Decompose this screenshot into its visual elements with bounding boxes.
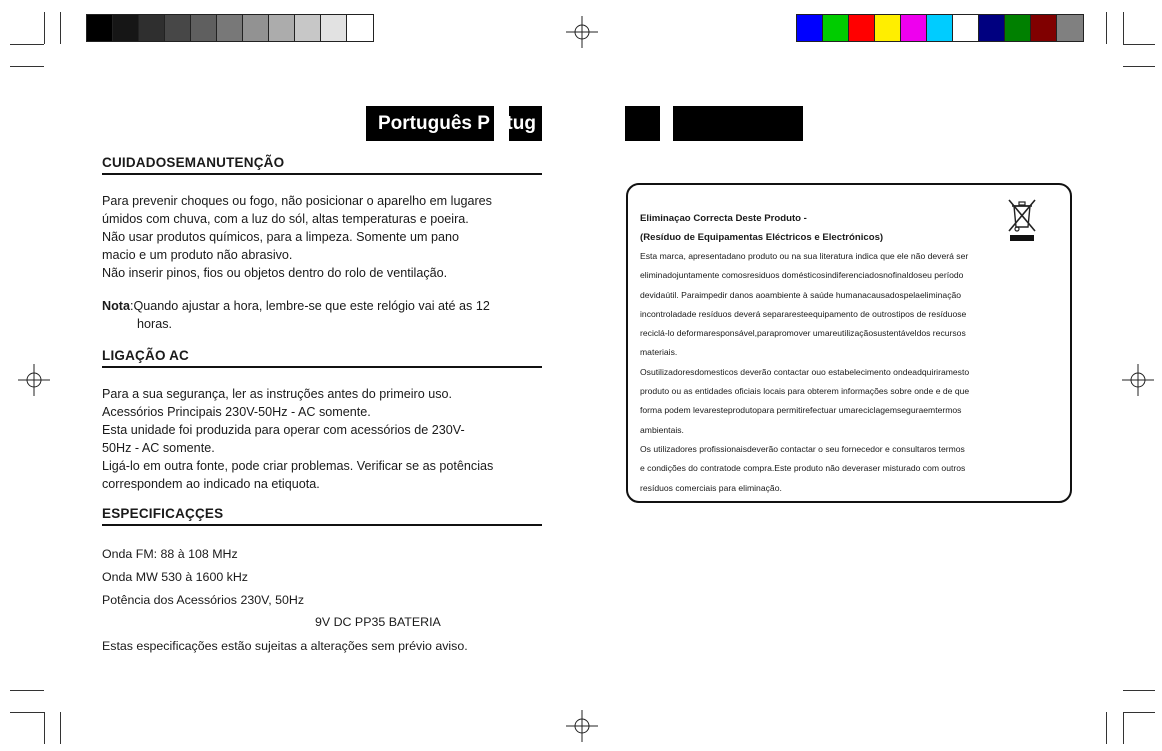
weee-line: Esta marca, apresentadano produto ou na sua literatura indica que ele não deverá ser [640,251,969,261]
color-swatch [1057,15,1083,41]
color-swatch [927,15,953,41]
weee-line: forma podem levaresteprodutopara permitirefectuar umareciclagemseguraemtermos [640,405,962,416]
weee-line: materiais. [640,347,678,358]
color-swatch [823,15,849,41]
care-note [102,297,542,333]
ac-section-title: LIGAÇÃO AC [102,348,542,368]
color-swatch [875,15,901,41]
care-line: Não inserir pinos, fios ou objetos dentro do rolo de ventilação. [102,266,448,280]
blank-tab-large [673,106,803,141]
color-swatch [797,15,823,41]
weee-line: eliminadojuntamente comosresiduos domésticosindiferenciadosnofinaldoseu período [640,270,964,281]
weee-line: ambientais. [640,424,684,435]
weee-line: incontroladade resíduos deverá separaresteequipamento de outrostipos de resíduose [640,308,967,319]
gray-swatch [269,15,295,41]
registration-mark-icon [1122,364,1154,396]
ac-line: 50Hz - AC somente. [102,441,215,455]
gray-swatch [321,15,347,41]
note-label: Nota [102,299,130,313]
weee-line: Osutilizadoresdomesticos deverão contactar ouo estabelecimento ondeadquiriramesto [640,366,970,377]
care-line: Não usar produtos químicos, para a limpeza. Somente um pano [102,230,460,244]
care-paragraph [102,192,542,282]
ac-line: Acessórios Principais 230V-50Hz - AC somente. [102,405,371,419]
color-swatch [953,15,979,41]
registration-mark-icon [566,16,598,48]
gray-swatch [139,15,165,41]
spec-battery: 9V DC PP35 BATERIA [315,615,441,629]
note-text: :Quando ajustar a hora, lembre-se que este relógio vai até as 12 [130,299,490,313]
language-tab-fragment [499,106,542,141]
color-swatch [979,15,1005,41]
gray-swatch [347,15,373,41]
gray-swatch [113,15,139,41]
weee-line: resíduos comerciais para eliminação. [640,482,782,493]
crossed-out-wheelie-bin-icon [1006,197,1038,245]
care-line: úmidos com chuva, com a luz do sól, altas temperaturas e poeira. [102,212,469,226]
weee-line: e condições do contratode compra.Este produto não deveraser misturado com outros [640,463,966,474]
care-section-title: CUIDADOSEMANUTENÇÃO [102,155,542,175]
ac-line: Esta unidade foi produzida para operar com acessórios de 230V- [102,423,465,437]
care-line: Para prevenir choques ou fogo, não posicionar o aparelho em lugares [102,194,492,208]
weee-subtitle: (Resíduo de Equipamentas Eléctricos e Electrónicos) [640,232,884,243]
ac-paragraph [102,385,542,493]
spec-fm: Onda FM: 88 à 108 MHz [102,547,238,561]
gray-swatch [295,15,321,41]
color-swatch [1031,15,1057,41]
care-line: macio e um produto não abrasivo. [102,248,293,262]
specs-section-title: ESPECIFICAÇÇES [102,506,542,526]
ac-line: correspondem ao indicado na etiquota. [102,477,320,491]
registration-mark-icon [18,364,50,396]
ac-line: Para a sua segurança, ler as instruções antes do primeiro uso. [102,387,453,401]
weee-line: reciclá-lo deformaresponsável,parapromover umareutilizaçãosustentáveldos recursos [640,328,966,339]
color-swatch [849,15,875,41]
weee-title: Eliminaçao Correcta Deste Produto - [640,213,807,224]
spec-mw: Onda MW 530 à 1600 kHz [102,570,249,584]
color-swatch [901,15,927,41]
language-tab-label: Português P [378,113,490,134]
ac-line: Ligá-lo em outra fonte, pode criar problemas. Verificar se as potências [102,459,494,473]
gray-swatch [165,15,191,41]
weee-line: Os utilizadores profissionaisdeverão contactar o seu fornecedor e consultaros termos [640,443,965,454]
grayscale-calibration-bar [86,14,374,42]
color-swatch [1005,15,1031,41]
gray-swatch [243,15,269,41]
weee-line: devidaútil. Paraimpedir danos aoambiente à saúde humanacausadospelaeliminação [640,289,962,300]
gray-swatch [191,15,217,41]
language-tab [366,106,494,141]
weee-body [640,247,1066,498]
weee-line: produto ou as entidades oficiais locais para obterem informações sobre onde e de que [640,386,970,397]
spec-power: Potência dos Acessórios 230V, 50Hz [102,593,305,607]
registration-mark-icon [566,710,598,742]
blank-tab-small [625,106,660,141]
color-calibration-bar [796,14,1084,42]
note-text-continued: horas. [137,317,173,331]
language-tab-fragment-label: rtug [499,113,536,134]
weee-disposal-box [626,183,1072,503]
gray-swatch [217,15,243,41]
gray-swatch [87,15,113,41]
spec-disclaimer: Estas especificações estão sujeitas a alterações sem prévio aviso. [102,639,468,653]
